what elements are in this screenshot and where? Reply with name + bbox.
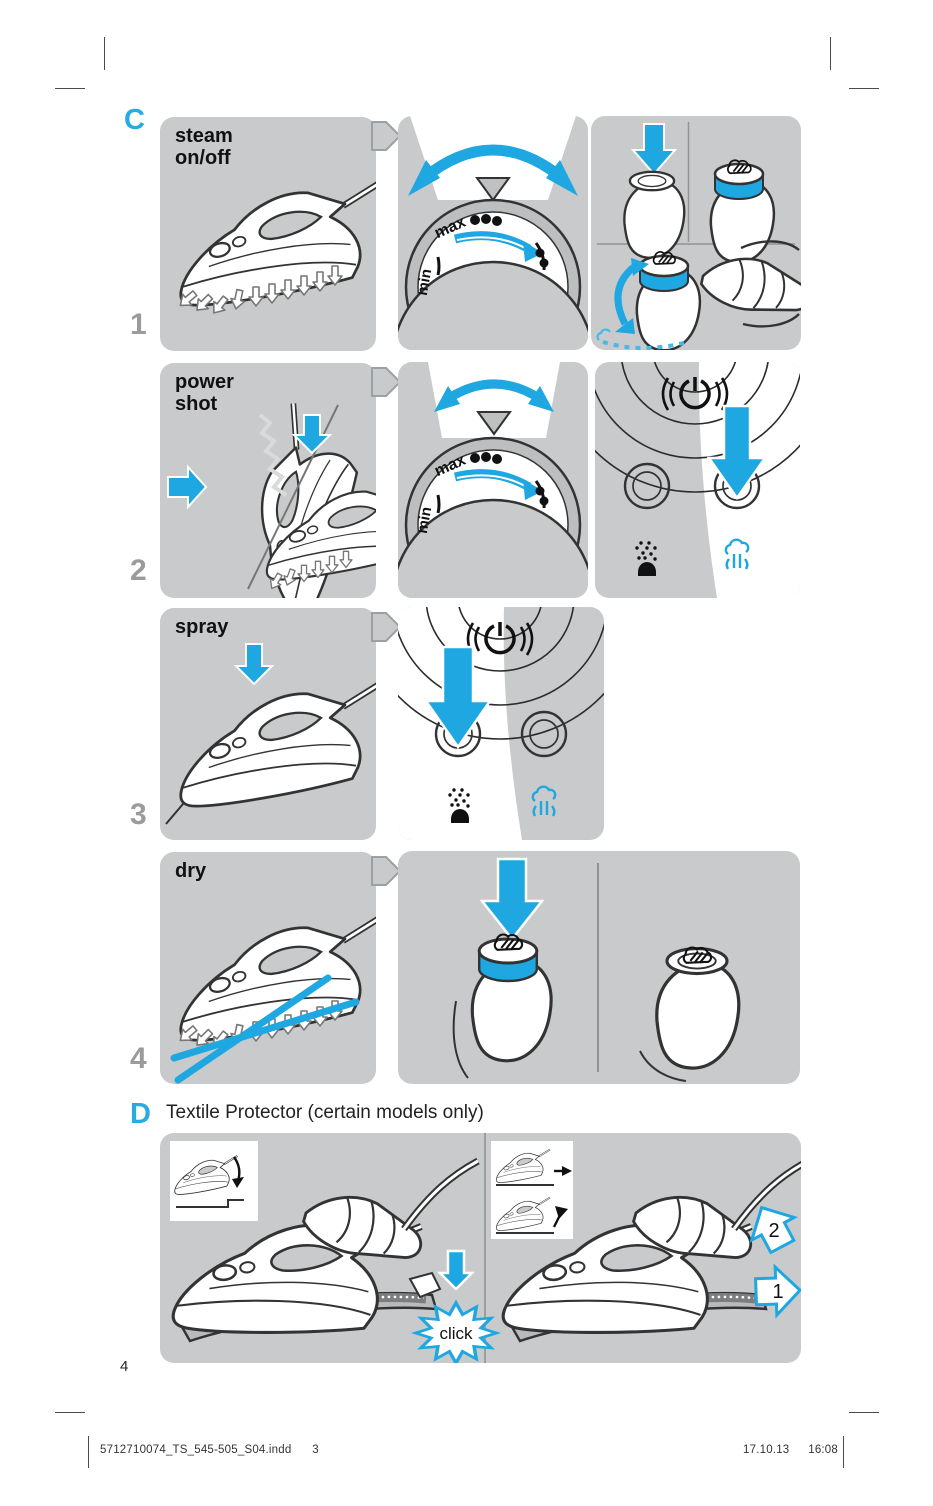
step-label-line1: power [175,371,234,393]
iron-no-steam-illustration [160,852,376,1084]
crop-mark-top-left-v [104,37,105,70]
iron-top-view-illustration [595,362,800,598]
crop-mark-top-right-h [849,88,879,89]
footer-sheet-number: 3 [312,1444,319,1456]
footer-date: 17.10.13 [743,1444,790,1456]
press-knob-arrow-icon [633,124,675,174]
crop-mark-bottom-left-h [55,1412,85,1413]
press-button-arrow-icon [294,415,330,453]
step-label-spray [175,617,228,639]
step-number-2: 2 [130,554,147,587]
press-knob-arrow-icon [482,859,542,939]
crop-mark-bottom-right-h [849,1412,879,1413]
press-spray-arrow-icon [236,644,272,684]
step-label-dry [175,861,206,883]
temperature-dial-illustration [398,362,588,598]
footer-file-name: 5712710074_TS_545-505_S04.indd [100,1444,292,1456]
attach-step-number: 1 [772,1281,784,1303]
panel-textile-protector [160,1133,801,1363]
step-number-4: 4 [130,1042,147,1075]
crop-mark-bottom-left-v [88,1436,89,1468]
step-label-line2: shot [175,392,218,415]
step-number-1: 1 [130,308,147,341]
spray-button [625,464,669,508]
panel-dial-power-shot [398,362,588,598]
footer-datetime [743,1444,838,1456]
temperature-dial-illustration [398,116,588,350]
panel-dry-illustration [160,852,376,1084]
iron-top-view-illustration [398,607,604,840]
steam-knob-off-illustration [398,851,800,1084]
steam-knob-illustration [591,116,801,350]
panel-spray-button [398,607,604,840]
crop-mark-bottom-right-v [843,1436,844,1468]
click-down-arrow-icon [440,1251,472,1289]
step-label-line1: dry [175,860,207,882]
press-button-arrow-icon [168,467,206,507]
panel-dial-steam-setting [398,116,588,350]
panel-power-shot-button [595,362,800,598]
panel-steam-onoff-illustration [160,117,376,351]
step-label-line2: on/off [175,146,231,169]
footer-imprint [100,1444,319,1456]
click-label: click [439,1324,473,1343]
section-d-title: Textile Protector (certain models only) [166,1102,484,1123]
panel-steam-knob-usage [591,116,801,350]
section-c-letter: C [124,104,145,136]
iron-spray-illustration [160,608,376,840]
step-label-line1: spray [175,616,229,638]
step-label-power-shot [175,372,234,415]
step-label-line1: steam [175,125,233,147]
steam-burst-icon [533,787,555,816]
footer-time: 16:08 [808,1444,838,1456]
spray-icon [635,541,656,576]
panel-power-shot-illustration [160,363,376,598]
steam-shot-button [522,712,566,756]
release-step-number: 2 [768,1220,780,1242]
panel-dry-knob [398,851,800,1084]
page-number: 4 [120,1358,129,1375]
panel-spray-illustration [160,608,376,840]
step-label-steam-onoff [175,126,233,169]
section-d-letter: D [130,1098,151,1130]
crop-mark-top-right-v [830,37,831,70]
step-number-3: 3 [130,798,147,831]
crop-mark-top-left-h [55,88,85,89]
textile-protector-illustration [160,1133,801,1363]
